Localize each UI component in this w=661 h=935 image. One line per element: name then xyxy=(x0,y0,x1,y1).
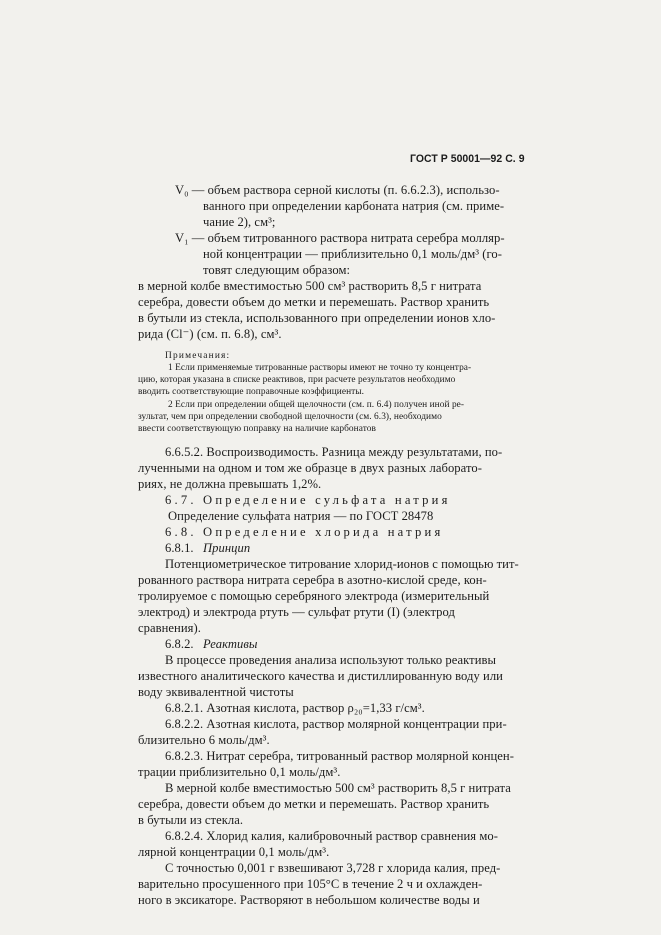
text-line: серебра, довести объем до метки и перемешать. Раствор хранить xyxy=(138,295,490,309)
text-line: рованного раствора нитрата серебра в азотно-кислой среде, кон- xyxy=(138,573,487,587)
note-line: 1 Если применяемые титрованные растворы имеют не точно ту концентра- xyxy=(168,363,472,373)
text-line: риях, не должна превышать 1,2%. xyxy=(138,477,322,491)
note-line: зультат, чем при определении свободной щелочности (см. 6.3), необходимо xyxy=(138,412,442,422)
text-line: чание 2), см³; xyxy=(203,215,276,229)
text-line: ного в эксикаторе. Растворяют в небольшом количестве воды и xyxy=(138,893,480,907)
text-line: в мерной колбе вместимостью 500 см³ растворить 8,5 г нитрата xyxy=(138,279,482,293)
text-line: лученными на одном и том же образце в двух разных лаборато- xyxy=(138,461,482,475)
text-line: ной концентрации — приблизительно 0,1 моль/дм³ (го- xyxy=(203,247,502,261)
text-line: Потенциометрическое титрование хлорид-ионов с помощью тит- xyxy=(165,557,519,571)
text-line: С точностью 0,001 г взвешивают 3,728 г хлорида калия, пред- xyxy=(165,861,501,875)
text-line: 6.8.2.2. Азотная кислота, раствор молярной концентрации при- xyxy=(165,717,507,731)
text-line: лярной концентрации 0,1 моль/дм³. xyxy=(138,845,330,859)
text-line: тролируемое с помощью серебряного электрода (измерительный xyxy=(138,589,490,603)
text-line: В мерной колбе вместимостью 500 см³ растворить 8,5 г нитрата xyxy=(165,781,511,795)
text-line: 6.6.5.2. Воспроизводимость. Разница между результатами, по- xyxy=(165,445,503,459)
text-line: сравнения). xyxy=(138,621,201,635)
subsection-title: Принцип xyxy=(203,541,251,555)
text-line: V₁ — объем титрованного раствора нитрата серебра молляр- xyxy=(175,231,505,245)
text-line: варительно просушенного при 105°С в течение 2 ч и охлажден- xyxy=(138,877,483,891)
note-line: ввести соответствующую поправку на наличие карбонатов xyxy=(138,424,376,434)
text-line: серебра, довести объем до метки и перемешать. Раствор хранить xyxy=(138,797,490,811)
text-line: известного аналитического качества и дистиллированную воду или xyxy=(138,669,503,683)
note-heading: Примечания: xyxy=(165,351,231,361)
text-line: в бутыли из стекла. xyxy=(138,813,244,827)
text-line: 6.8.2.3. Нитрат серебра, титрованный раствор молярной концен- xyxy=(165,749,514,763)
text-line: товят следующим образом: xyxy=(203,263,351,277)
text-line: в бутыли из стекла, использованного при определении ионов хло- xyxy=(138,311,496,325)
text-line: ванного при определении карбоната натрия (см. приме- xyxy=(203,199,505,213)
text-line: рида (Cl⁻) (см. п. 6.8), см³. xyxy=(138,327,282,341)
page-header: ГОСТ Р 50001—92 С. 9 xyxy=(410,153,525,165)
text-line: V₀ — объем раствора серной кислоты (п. 6.6.2.3), использо- xyxy=(175,183,500,197)
text-line: трации приблизительно 0,1 моль/дм³. xyxy=(138,765,341,779)
subsection-title: Реактивы xyxy=(203,637,258,651)
text-line: 6.8.2.4. Хлорид калия, калибровочный раствор сравнения мо- xyxy=(165,829,498,843)
section-heading: 6.7. Определение сульфата натрия xyxy=(165,493,451,507)
subsection-number: 6.8.1. xyxy=(165,541,194,555)
note-line: 2 Если при определении общей щелочности (см. п. 6.4) получен иной ре- xyxy=(168,400,465,410)
text-line: близительно 6 моль/дм³. xyxy=(138,733,270,747)
note-line: вводить соответствующие поправочные коэффициенты. xyxy=(138,387,365,397)
note-line: цию, которая указана в списке реактивов, при расчете результатов необходимо xyxy=(138,375,456,385)
text-line: воду эквивалентной чистоты xyxy=(138,685,294,699)
text-line: В процессе проведения анализа используют только реактивы xyxy=(165,653,496,667)
section-heading: 6.8. Определение хлорида натрия xyxy=(165,525,444,539)
subsection-number: 6.8.2. xyxy=(165,637,194,651)
text-line: электрод) и электрода ртуть — сульфат ртути (I) (электрод xyxy=(138,605,455,619)
text-line: Определение сульфата натрия — по ГОСТ 28478 xyxy=(168,509,434,523)
text-line: 6.8.2.1. Азотная кислота, раствор ρ₂₀=1,33 г/см³. xyxy=(165,701,425,715)
